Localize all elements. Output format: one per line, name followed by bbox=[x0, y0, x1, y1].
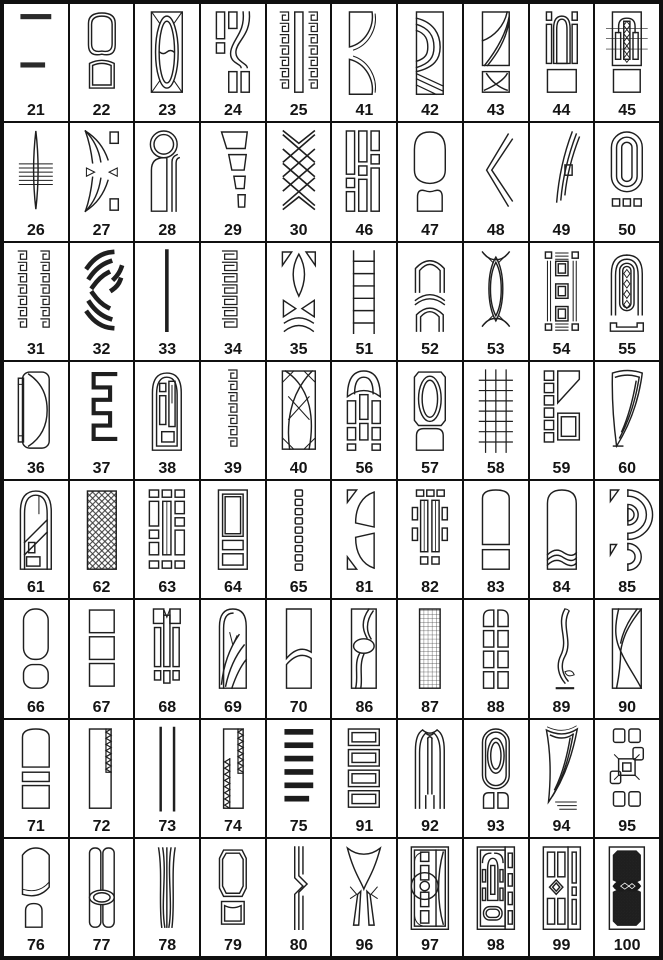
square-cluster-icon bbox=[595, 720, 659, 817]
split-bars-ellipse-icon bbox=[70, 839, 134, 936]
design-number-88: 88 bbox=[486, 698, 505, 716]
design-cell-90 bbox=[594, 599, 660, 718]
curved-quarter-panels-icon bbox=[332, 4, 396, 101]
dark-ornament-panel-icon bbox=[595, 839, 659, 936]
design-number-24: 24 bbox=[224, 102, 242, 120]
design-cell-92 bbox=[397, 719, 463, 838]
design-number-65: 65 bbox=[289, 579, 308, 597]
design-number-51: 51 bbox=[355, 340, 374, 358]
design-number-46: 46 bbox=[355, 221, 374, 239]
design-number-62: 62 bbox=[92, 579, 111, 597]
design-cell-86 bbox=[331, 599, 397, 718]
oval-frame-lights-icon bbox=[464, 720, 528, 817]
design-number-22: 22 bbox=[92, 102, 111, 120]
design-cell-44 bbox=[529, 3, 595, 122]
arch-window-lights-icon bbox=[135, 362, 199, 459]
design-cell-84 bbox=[529, 480, 595, 599]
design-number-60: 60 bbox=[618, 460, 637, 477]
design-number-69: 69 bbox=[224, 698, 242, 716]
design-cell-54 bbox=[529, 242, 595, 361]
two-lines-icon bbox=[135, 720, 199, 817]
design-cell-56 bbox=[331, 361, 397, 480]
design-cell-34 bbox=[200, 242, 266, 361]
hex-panel-pair-icon bbox=[201, 839, 265, 936]
design-number-91: 91 bbox=[355, 817, 374, 835]
design-cell-24 bbox=[200, 3, 266, 122]
bars-and-beads-icon bbox=[135, 481, 199, 578]
design-cell-57 bbox=[397, 361, 463, 480]
arch-sweep-rays-icon bbox=[201, 600, 265, 697]
open-lattice-icon bbox=[464, 362, 528, 459]
design-cell-43 bbox=[463, 3, 529, 122]
design-number-100: 100 bbox=[613, 937, 641, 954]
design-cell-100 bbox=[594, 838, 660, 957]
design-cell-95 bbox=[594, 719, 660, 838]
design-cell-52 bbox=[397, 242, 463, 361]
design-cell-81 bbox=[331, 480, 397, 599]
design-cell-99 bbox=[529, 838, 595, 957]
arc-lattice-icon bbox=[267, 362, 331, 459]
design-cell-69 bbox=[200, 599, 266, 718]
design-number-58: 58 bbox=[486, 460, 505, 477]
design-number-52: 52 bbox=[421, 340, 439, 358]
design-cell-58 bbox=[463, 361, 529, 480]
design-number-53: 53 bbox=[486, 340, 505, 358]
design-cell-21 bbox=[3, 3, 69, 122]
design-cell-32 bbox=[69, 242, 135, 361]
design-cell-41 bbox=[331, 3, 397, 122]
arch-diagonal-lights-icon bbox=[4, 481, 68, 578]
ornate-door-circle-icon bbox=[398, 839, 462, 936]
design-number-85: 85 bbox=[618, 579, 637, 597]
design-number-90: 90 bbox=[618, 698, 637, 716]
design-cell-33 bbox=[134, 242, 200, 361]
design-cell-51 bbox=[331, 242, 397, 361]
fan-panels-icon bbox=[70, 123, 134, 220]
concentric-arch-squares-icon bbox=[595, 123, 659, 220]
design-cell-30 bbox=[266, 122, 332, 241]
chalice-icon bbox=[332, 839, 396, 936]
design-cell-74 bbox=[200, 719, 266, 838]
design-number-76: 76 bbox=[26, 937, 45, 954]
rounded-pair-icon bbox=[4, 600, 68, 697]
panel-inner-curve-icon bbox=[4, 362, 68, 459]
design-cell-64 bbox=[200, 480, 266, 599]
design-cell-98 bbox=[463, 838, 529, 957]
design-cell-78 bbox=[134, 838, 200, 957]
stacked-arches-icon bbox=[398, 243, 462, 340]
vesica-frame-icon bbox=[135, 4, 199, 101]
bar-mosaic-icon bbox=[332, 123, 396, 220]
design-number-34: 34 bbox=[224, 340, 242, 358]
design-cell-61 bbox=[3, 480, 69, 599]
design-cell-55 bbox=[594, 242, 660, 361]
design-cell-89 bbox=[529, 599, 595, 718]
column-squares-bars-icon bbox=[530, 243, 594, 340]
circle-column-icon bbox=[135, 123, 199, 220]
ribbon-oval-panel-icon bbox=[332, 600, 396, 697]
classic-door-panels-icon bbox=[201, 481, 265, 578]
ornate-door-arch-icon bbox=[464, 839, 528, 936]
design-cell-49 bbox=[529, 122, 595, 241]
double-chevron-left-icon bbox=[464, 123, 528, 220]
design-number-23: 23 bbox=[158, 102, 177, 120]
design-cell-94 bbox=[529, 719, 595, 838]
design-cell-45 bbox=[594, 3, 660, 122]
design-cell-66 bbox=[3, 599, 69, 718]
design-cell-31 bbox=[3, 242, 69, 361]
design-number-39: 39 bbox=[224, 460, 242, 477]
design-number-97: 97 bbox=[421, 937, 439, 954]
squares-pennant-panel-icon bbox=[530, 362, 594, 459]
design-number-56: 56 bbox=[355, 460, 374, 477]
design-cell-72 bbox=[69, 719, 135, 838]
tombstone-band-square-icon bbox=[4, 720, 68, 817]
design-number-74: 74 bbox=[224, 817, 242, 835]
design-number-47: 47 bbox=[421, 221, 439, 239]
split-bars-curve-icon bbox=[201, 4, 265, 101]
design-cell-60 bbox=[594, 361, 660, 480]
design-number-25: 25 bbox=[289, 102, 308, 120]
design-cell-42 bbox=[397, 3, 463, 122]
design-cell-83 bbox=[463, 480, 529, 599]
design-cell-38 bbox=[134, 361, 200, 480]
vesica-bowtie-icon bbox=[267, 243, 331, 340]
design-cell-75 bbox=[266, 719, 332, 838]
design-number-64: 64 bbox=[224, 579, 242, 597]
design-number-95: 95 bbox=[618, 817, 637, 835]
arch-diamond-lights-square-icon bbox=[595, 4, 659, 101]
double-meander-icon bbox=[4, 243, 68, 340]
design-number-35: 35 bbox=[289, 340, 308, 358]
design-number-67: 67 bbox=[92, 698, 111, 716]
arch-side-bars-square-icon bbox=[530, 4, 594, 101]
design-number-32: 32 bbox=[92, 340, 111, 358]
design-cell-40 bbox=[266, 361, 332, 480]
design-cell-85 bbox=[594, 480, 660, 599]
ladder-icon bbox=[332, 243, 396, 340]
design-cell-46 bbox=[331, 122, 397, 241]
s-split-panel-icon bbox=[267, 600, 331, 697]
design-number-31: 31 bbox=[26, 340, 45, 358]
design-number-59: 59 bbox=[552, 460, 571, 477]
arch-wave-panel-icon bbox=[530, 481, 594, 578]
design-number-27: 27 bbox=[92, 221, 111, 239]
design-number-49: 49 bbox=[552, 221, 571, 239]
design-cell-50 bbox=[594, 122, 660, 241]
design-number-92: 92 bbox=[421, 817, 439, 835]
double-bars-squares-icon bbox=[398, 481, 462, 578]
design-cell-76 bbox=[3, 838, 69, 957]
design-cell-25 bbox=[266, 3, 332, 122]
design-number-72: 72 bbox=[92, 817, 111, 835]
design-number-68: 68 bbox=[158, 698, 177, 716]
four-framed-rects-icon bbox=[332, 720, 396, 817]
design-number-28: 28 bbox=[158, 221, 177, 239]
design-number-40: 40 bbox=[289, 460, 308, 477]
arc-bands-icon bbox=[398, 4, 462, 101]
design-number-26: 26 bbox=[26, 221, 45, 239]
design-number-50: 50 bbox=[618, 221, 637, 239]
design-number-83: 83 bbox=[486, 579, 505, 597]
design-cell-77 bbox=[69, 838, 135, 957]
six-solid-bars-icon bbox=[267, 720, 331, 817]
leaf-arcs-square-icon bbox=[464, 4, 528, 101]
two-solid-bars-icon bbox=[4, 4, 68, 101]
design-number-29: 29 bbox=[224, 221, 242, 239]
curved-sail-lines-icon bbox=[530, 720, 594, 817]
curved-wedges-icon bbox=[332, 481, 396, 578]
segmented-arch-window-icon bbox=[332, 362, 396, 459]
stacked-trapezoids-icon bbox=[201, 123, 265, 220]
design-number-86: 86 bbox=[355, 698, 374, 716]
design-cell-53 bbox=[463, 242, 529, 361]
design-cell-91 bbox=[331, 719, 397, 838]
design-cell-96 bbox=[331, 838, 397, 957]
design-cell-26 bbox=[3, 122, 69, 241]
wide-meander-icon bbox=[201, 243, 265, 340]
design-cell-29 bbox=[200, 122, 266, 241]
design-number-87: 87 bbox=[421, 698, 439, 716]
three-squares-icon bbox=[70, 600, 134, 697]
tombstone-square-icon bbox=[464, 481, 528, 578]
design-cell-39 bbox=[200, 361, 266, 480]
design-cell-59 bbox=[529, 361, 595, 480]
beaded-line-icon bbox=[135, 243, 199, 340]
design-cell-67 bbox=[69, 599, 135, 718]
design-number-21: 21 bbox=[26, 102, 45, 120]
design-number-33: 33 bbox=[158, 340, 177, 358]
design-cell-80 bbox=[266, 838, 332, 957]
design-number-84: 84 bbox=[552, 579, 571, 597]
design-number-45: 45 bbox=[618, 102, 637, 120]
design-cell-62 bbox=[69, 480, 135, 599]
design-number-30: 30 bbox=[289, 221, 308, 239]
design-cell-73 bbox=[134, 719, 200, 838]
design-cell-93 bbox=[463, 719, 529, 838]
arc-segments-icon bbox=[70, 243, 134, 340]
design-number-78: 78 bbox=[158, 937, 177, 954]
square-wave-icon bbox=[70, 362, 134, 459]
design-cell-88 bbox=[463, 599, 529, 718]
tulip-arch-icon bbox=[398, 720, 462, 817]
design-number-41: 41 bbox=[355, 102, 374, 120]
design-cell-27 bbox=[69, 122, 135, 241]
design-number-61: 61 bbox=[26, 579, 45, 597]
design-number-37: 37 bbox=[92, 460, 111, 477]
design-number-99: 99 bbox=[552, 937, 571, 954]
meander-flanked-bar-icon bbox=[267, 4, 331, 101]
flame-scroll-icon bbox=[530, 600, 594, 697]
branch-curves-icon bbox=[595, 600, 659, 697]
design-number-81: 81 bbox=[355, 579, 374, 597]
interlocked-serrated-icon bbox=[201, 720, 265, 817]
fine-grid-panel-icon bbox=[398, 600, 462, 697]
bow-with-lines-icon bbox=[4, 123, 68, 220]
oval-panel-pedestal-icon bbox=[398, 362, 462, 459]
bead-column-icon bbox=[267, 481, 331, 578]
design-cell-47 bbox=[397, 122, 463, 241]
design-cell-79 bbox=[200, 838, 266, 957]
design-number-77: 77 bbox=[92, 937, 111, 954]
design-cell-71 bbox=[3, 719, 69, 838]
mullion-bars-icon bbox=[135, 600, 199, 697]
curved-sail-icon bbox=[595, 362, 659, 459]
arch-split-pair-icon bbox=[4, 839, 68, 936]
dome-pedestal-icon bbox=[398, 123, 462, 220]
design-number-57: 57 bbox=[421, 460, 439, 477]
design-cell-87 bbox=[397, 599, 463, 718]
design-number-71: 71 bbox=[26, 817, 45, 835]
design-number-89: 89 bbox=[552, 698, 571, 716]
design-number-63: 63 bbox=[158, 579, 177, 597]
design-cell-37 bbox=[69, 361, 135, 480]
arch-diamond-plinth-icon bbox=[595, 243, 659, 340]
design-number-73: 73 bbox=[158, 817, 177, 835]
curved-rays-square-icon bbox=[530, 123, 594, 220]
basketweave-panel-icon bbox=[70, 481, 134, 578]
design-number-70: 70 bbox=[289, 698, 308, 716]
design-cell-63 bbox=[134, 480, 200, 599]
design-number-48: 48 bbox=[486, 221, 505, 239]
chevron-lattice-icon bbox=[267, 123, 331, 220]
lens-cross-icon bbox=[464, 243, 528, 340]
design-number-75: 75 bbox=[289, 817, 308, 835]
design-cell-48 bbox=[463, 122, 529, 241]
twisted-bars-icon bbox=[135, 839, 199, 936]
design-number-82: 82 bbox=[421, 579, 439, 597]
design-number-94: 94 bbox=[552, 817, 571, 835]
design-number-43: 43 bbox=[486, 102, 505, 120]
design-cell-65 bbox=[266, 480, 332, 599]
door-with-diamond-icon bbox=[530, 839, 594, 936]
design-cell-28 bbox=[134, 122, 200, 241]
design-number-66: 66 bbox=[26, 698, 45, 716]
design-number-38: 38 bbox=[158, 460, 177, 477]
design-cell-68 bbox=[134, 599, 200, 718]
eight-lights-icon bbox=[464, 600, 528, 697]
double-zigzag-line-icon bbox=[267, 839, 331, 936]
serrated-panel-icon bbox=[70, 720, 134, 817]
design-number-44: 44 bbox=[552, 102, 571, 120]
design-number-36: 36 bbox=[26, 460, 45, 477]
design-cell-35 bbox=[266, 242, 332, 361]
double-rounded-panels-icon bbox=[70, 4, 134, 101]
design-cell-82 bbox=[397, 480, 463, 599]
design-number-98: 98 bbox=[486, 937, 505, 954]
design-cell-36 bbox=[3, 361, 69, 480]
design-cell-22 bbox=[69, 3, 135, 122]
design-number-96: 96 bbox=[355, 937, 374, 954]
design-number-79: 79 bbox=[224, 937, 242, 954]
thin-meander-icon bbox=[201, 362, 265, 459]
design-cell-70 bbox=[266, 599, 332, 718]
design-cell-97 bbox=[397, 838, 463, 957]
design-number-55: 55 bbox=[618, 340, 637, 358]
design-number-42: 42 bbox=[421, 102, 439, 120]
design-number-54: 54 bbox=[552, 340, 571, 358]
half-ring-pair-icon bbox=[595, 481, 659, 578]
design-cell-23 bbox=[134, 3, 200, 122]
design-number-93: 93 bbox=[486, 817, 505, 835]
design-number-80: 80 bbox=[289, 937, 308, 954]
